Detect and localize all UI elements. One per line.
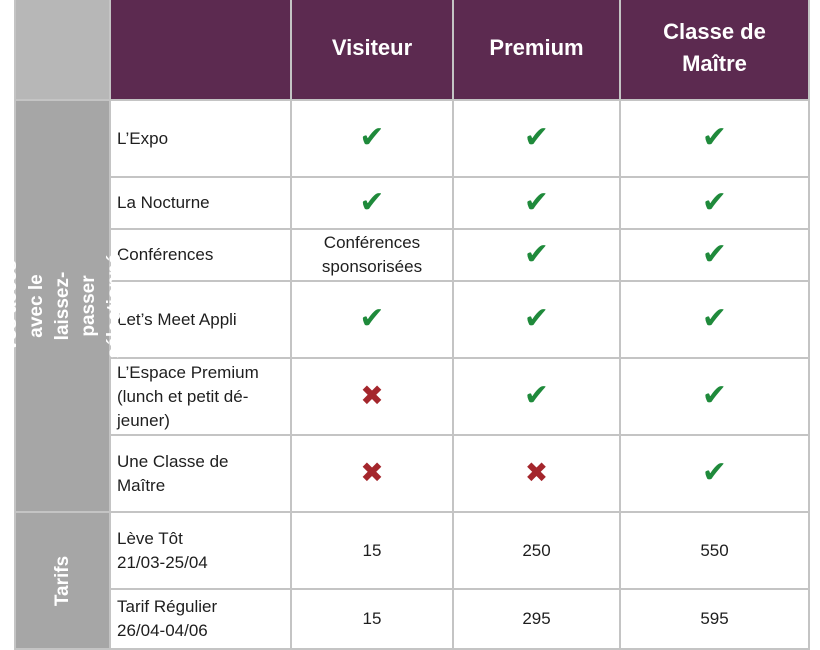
classe-de-maitre-cell — [620, 358, 809, 435]
check-icon: ✔ — [701, 455, 728, 490]
check-icon: ✔ — [359, 301, 385, 336]
premium-cell — [453, 281, 620, 358]
cross-icon: ✖ — [360, 455, 384, 489]
check-icon: ✔ — [359, 184, 385, 220]
section-label-text: Tarifs — [51, 555, 73, 606]
feature-label: L’Expo — [110, 100, 291, 177]
table-row — [15, 512, 809, 589]
classe-de-maitre-cell — [620, 100, 809, 177]
feature-label: Conférences — [110, 229, 291, 281]
feature-label: La Nocturne — [110, 177, 291, 229]
table-row — [15, 100, 809, 177]
classe-de-maitre-cell — [620, 229, 809, 281]
price-period-label: Tarif Régulier 26/04-04/06 — [110, 589, 291, 649]
visiteur-cell: Conférences sponsorisées — [291, 229, 453, 281]
table-row — [15, 281, 809, 358]
price-visiteur-cell: 15 — [291, 512, 453, 589]
premium-cell — [453, 177, 620, 229]
table-row — [15, 589, 809, 649]
price-premium-cell: 295 — [453, 589, 620, 649]
column-header-premium: Premium — [453, 0, 620, 100]
feature-label: Une Classe de Maître — [110, 435, 291, 512]
check-icon: ✔ — [359, 120, 385, 155]
classe-de-maitre-cell — [620, 435, 809, 512]
table-row — [15, 435, 809, 512]
feature-label: L’Espace Premium (lunch et petit dé- jeuner) — [110, 358, 291, 435]
check-icon: ✔ — [523, 236, 550, 272]
premium-cell — [453, 100, 620, 177]
column-header-visiteur: Visiteur — [291, 0, 453, 100]
visiteur-cell — [291, 435, 453, 512]
check-icon: ✔ — [701, 236, 728, 272]
premium-cell — [453, 435, 620, 512]
table-row — [15, 358, 809, 435]
visiteur-cell — [291, 358, 453, 435]
section-label-tarifs — [15, 512, 110, 649]
check-icon: ✔ — [523, 301, 550, 336]
price-classe-de-maitre-cell: 550 — [620, 512, 809, 589]
column-header-classe-de-maitre: Classe de Maître — [620, 0, 809, 100]
check-icon: ✔ — [523, 184, 550, 220]
cross-icon: ✖ — [360, 378, 384, 412]
table-row — [15, 229, 809, 281]
table-row — [15, 177, 809, 229]
cross-icon: ✖ — [524, 455, 549, 489]
price-visiteur-cell: 15 — [291, 589, 453, 649]
premium-cell — [453, 358, 620, 435]
check-icon: ✔ — [523, 378, 550, 413]
visiteur-cell — [291, 281, 453, 358]
check-icon: ✔ — [701, 378, 728, 413]
section-label-access — [0, 100, 125, 512]
price-period-label: Lève Tôt 21/03-25/04 — [110, 512, 291, 589]
price-premium-cell: 250 — [453, 512, 620, 589]
classe-de-maitre-cell — [620, 177, 809, 229]
visiteur-cell — [291, 100, 453, 177]
check-icon: ✔ — [701, 120, 728, 155]
check-icon: ✔ — [523, 120, 550, 155]
header-row — [15, 0, 809, 100]
price-classe-de-maitre-cell: 595 — [620, 589, 809, 649]
feature-label: Let’s Meet Appli — [110, 281, 291, 358]
check-icon: ✔ — [701, 184, 728, 220]
check-icon: ✔ — [701, 301, 728, 336]
section-label-text: Vos accès avec le laissez-passer sélectionné — [0, 253, 125, 359]
visiteur-cell — [291, 177, 453, 229]
classe-de-maitre-cell — [620, 281, 809, 358]
header-blank-cell — [110, 0, 291, 100]
corner-cell — [15, 0, 110, 100]
premium-cell — [453, 229, 620, 281]
